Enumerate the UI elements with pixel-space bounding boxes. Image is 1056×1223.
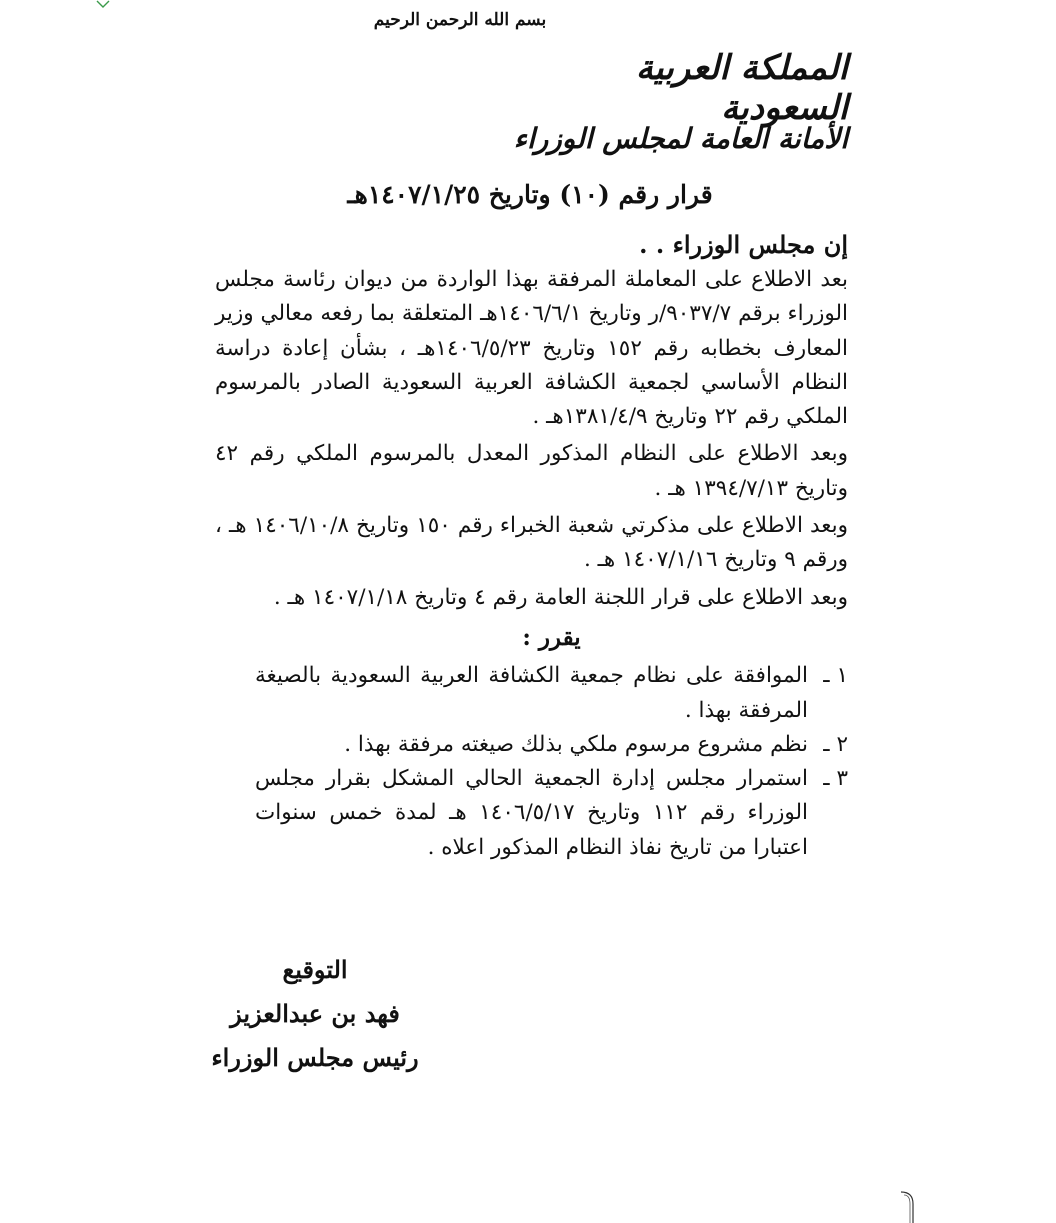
item-text: الموافقة على نظام جمعية الكشافة العربية السعودية بالصيغة المرفقة بهذا . <box>255 663 808 723</box>
resolves-label: يقرر : <box>522 623 581 651</box>
preamble-paragraph: بعد الاطلاع على المعاملة المرفقة بهذا الواردة من ديوان رئاسة مجلس الوزراء برقم ٩٠٣٧/٧/ر وتاريخ ١٤٠٦/٦/١هـ المتعلقة بما رفعه معالي وزير المعارف بخطابه رقم ١٥٢ وتاريخ ١٤٠٦/٥/٢٣هـ ، بشأن إعادة دراسة النظام الأساسي لجمعية الكشافة العربية السعودية الصادر بالمرسوم الملكي رقم ٢٢ وتاريخ ١٣٨١/٤/٩هـ . <box>215 267 848 430</box>
item-number: ٢ ـ <box>823 731 848 757</box>
item-number: ١ ـ <box>823 663 848 689</box>
corner-fold-mark <box>96 0 110 8</box>
resolution-item <box>215 659 848 728</box>
item-number: ٣ ـ <box>823 766 848 792</box>
secretariat-name: الأمانة العامة لمجلس الوزراء <box>513 122 848 155</box>
decision-title: قرار رقم (١٠) وتاريخ ١٤٠٧/١/٢٥هـ <box>347 180 713 209</box>
signatory-position: رئيس مجلس الوزراء <box>211 1043 419 1072</box>
item-text: نظم مشروع مرسوم ملكي بذلك صيغته مرفقة بهذا . <box>344 731 808 757</box>
preamble-paragraph: وبعد الاطلاع على مذكرتي شعبة الخبراء رقم ١٥٠ وتاريخ ١٤٠٦/١٠/٨ هـ ، ورقم ٩ وتاريخ ١٤٠٧/١/١٦ هـ . <box>215 513 848 573</box>
basmala-text: بسم الله الرحمن الرحيم <box>373 10 547 30</box>
resolution-item <box>215 762 848 865</box>
signature-label: التوقيع <box>282 955 348 984</box>
signatory-name: فهد بن عبدالعزيز <box>230 999 400 1028</box>
preamble-paragraph: وبعد الاطلاع على قرار اللجنة العامة رقم ٤ وتاريخ ١٤٠٧/١/١٨ هـ . <box>273 584 848 610</box>
signature-block <box>200 948 430 1080</box>
kingdom-name: المملكة العربية السعودية <box>635 48 848 128</box>
decision-body <box>215 263 848 865</box>
item-text: استمرار مجلس إدارة الجمعية الحالي المشكل بقرار مجلس الوزراء رقم ١١٢ وتاريخ ١٤٠٦/٥/١٧ هـ لمدة خمس سنوات اعتبارا من تاريخ نفاذ النظام المذكور اعلاه . <box>255 766 808 860</box>
resolution-item <box>215 728 848 762</box>
council-heading: إن مجلس الوزراء . . <box>639 230 848 259</box>
page-edge-mark <box>898 1190 918 1223</box>
preamble-paragraph: وبعد الاطلاع على النظام المذكور المعدل بالمرسوم الملكي رقم ٤٢ وتاريخ ١٣٩٤/٧/١٣ هـ . <box>215 441 848 501</box>
